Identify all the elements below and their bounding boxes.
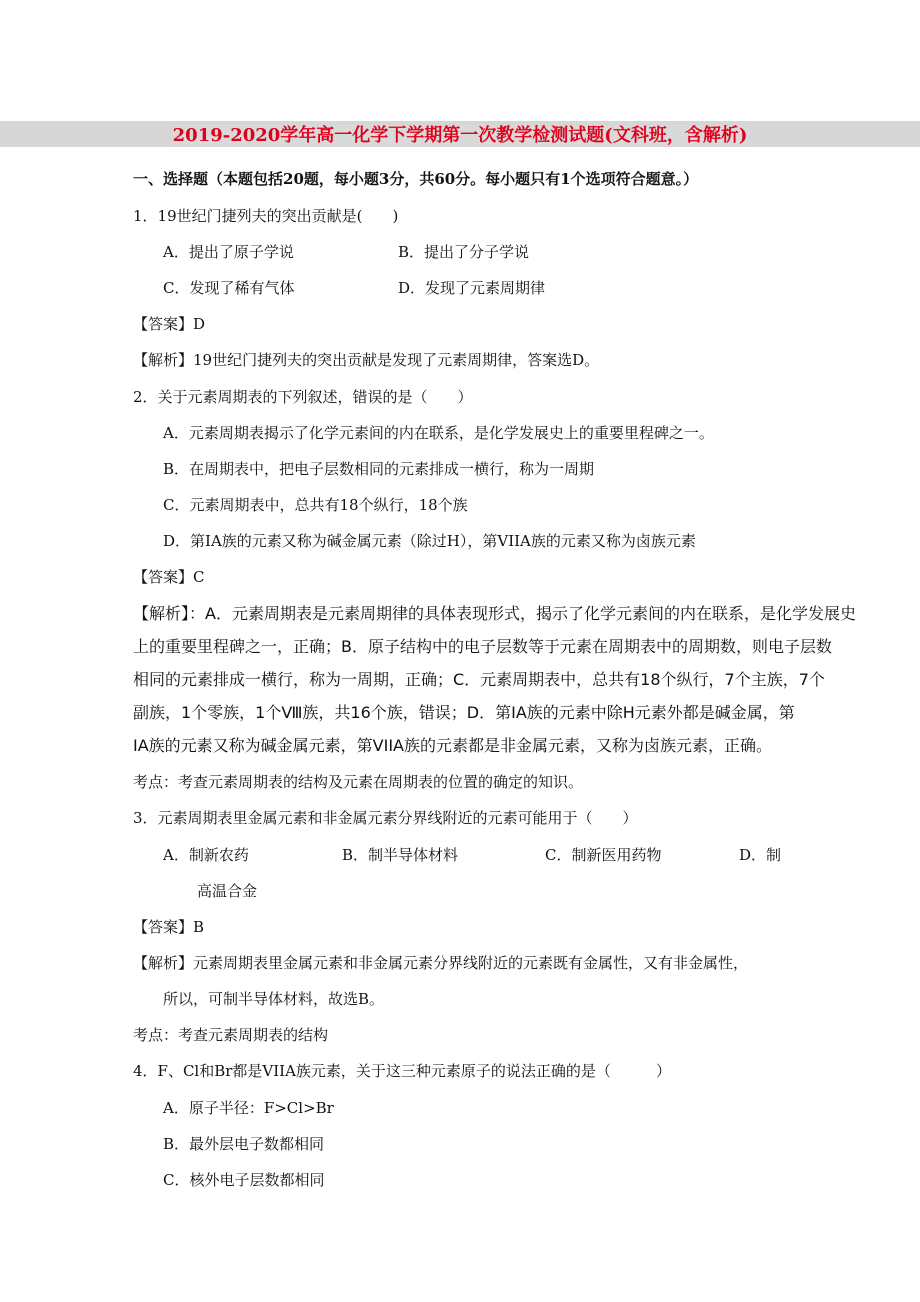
q4-option-c: C．核外电子层数都相同 bbox=[163, 1171, 325, 1189]
q3-analysis-2: 所以，可制半导体材料，故选B。 bbox=[163, 990, 385, 1008]
q2-analysis-line: 相同的元素排成一横行，称为一周期，正确；C．元素周期表中，总共有18个纵行，7个主族，7个 bbox=[133, 670, 825, 689]
q2-analysis-line: IA族的元素又称为碱金属元素，第VIIA族的元素都是非金属元素，又称为卤族元素，正确。 bbox=[133, 736, 772, 755]
q3-option-a: A．制新农药 bbox=[163, 846, 249, 864]
q3-answer: 【答案】B bbox=[133, 918, 205, 936]
title-text: 2019-2020学年高一化学下学期第一次教学检测试题(文科班，含解析) bbox=[172, 125, 748, 146]
q2-stem: 2．关于元素周期表的下列叙述，错误的是（ ） bbox=[133, 388, 473, 406]
q2-answer: 【答案】C bbox=[133, 568, 205, 586]
q3-point: 考点：考查元素周期表的结构 bbox=[133, 1026, 329, 1044]
q1-analysis: 【解析】19世纪门捷列夫的突出贡献是发现了元素周期律，答案选D。 bbox=[133, 351, 600, 369]
document-title bbox=[0, 121, 920, 147]
q2-analysis-line: 【解析】：A．元素周期表是元素周期律的具体表现形式，揭示了化学元素间的内在联系，是化学发展史 bbox=[133, 604, 856, 623]
q2-option-d: D．第IA族的元素又称为碱金属元素（除过H），第VIIA族的元素又称为卤族元素 bbox=[163, 532, 696, 550]
q2-point: 考点：考查元素周期表的结构及元素在周期表的位置的确定的知识。 bbox=[133, 773, 584, 791]
q2-analysis-line: 副族，1个零族，1个Ⅷ族，共16个族，错误；D．第IA族的元素中除H元素外都是碱金属，第 bbox=[133, 703, 795, 722]
q1-answer: 【答案】D bbox=[133, 315, 206, 333]
q1-option-d: D．发现了元素周期律 bbox=[398, 279, 546, 297]
q1-stem: 1．19世纪门捷列夫的突出贡献是( ) bbox=[133, 207, 399, 225]
q2-option-b: B．在周期表中，把电子层数相同的元素排成一横行，称为一周期 bbox=[163, 460, 595, 478]
q1-option-a: A．提出了原子学说 bbox=[163, 243, 294, 261]
q3-option-b: B．制半导体材料 bbox=[342, 846, 459, 864]
q1-option-c: C．发现了稀有气体 bbox=[163, 279, 295, 297]
q4-option-b: B．最外层电子数都相同 bbox=[163, 1135, 325, 1153]
q4-option-a: A．原子半径：F>Cl>Br bbox=[163, 1099, 334, 1117]
q3-stem: 3．元素周期表里金属元素和非金属元素分界线附近的元素可能用于（ ） bbox=[133, 809, 638, 827]
q4-stem: 4．F、Cl和Br都是VIIA族元素，关于这三种元素原子的说法正确的是（ ） bbox=[133, 1062, 671, 1080]
q2-option-c: C．元素周期表中，总共有18个纵行，18个族 bbox=[163, 496, 468, 514]
q2-option-a: A．元素周期表揭示了化学元素间的内在联系，是化学发展史上的重要里程碑之一。 bbox=[163, 424, 714, 442]
q2-analysis-line: 上的重要里程碑之一，正确；B．原子结构中的电子层数等于元素在周期表中的周期数，则电子层数 bbox=[133, 637, 832, 656]
q3-analysis-1: 【解析】元素周期表里金属元素和非金属元素分界线附近的元素既有金属性，又有非金属性， bbox=[133, 954, 749, 972]
q3-option-c: C．制新医用药物 bbox=[545, 846, 662, 864]
section-header: 一、选择题（本题包括20题，每小题3分，共60分。每小题只有1个选项符合题意。） bbox=[133, 170, 699, 188]
q1-option-b: B．提出了分子学说 bbox=[398, 243, 530, 261]
q3-option-d: D．制 bbox=[739, 846, 782, 864]
q3-option-d-continued: 高温合金 bbox=[197, 882, 258, 900]
